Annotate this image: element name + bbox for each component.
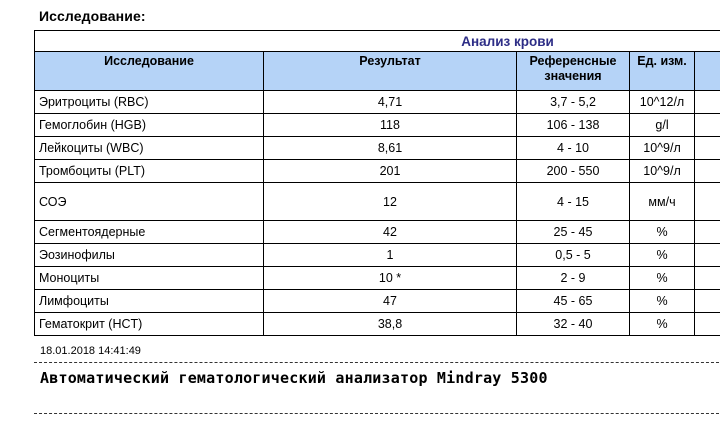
cell-reference: 0,5 - 5 (517, 244, 630, 267)
cell-extra (695, 114, 720, 137)
column-header-extra (695, 52, 720, 91)
timestamp: 18.01.2018 14:41:49 (40, 345, 141, 357)
table-row (35, 221, 720, 244)
column-header-name: Исследование (35, 52, 264, 91)
cell-name: Моноциты (35, 267, 264, 290)
table-row (35, 244, 720, 267)
cell-unit: % (630, 244, 695, 267)
cell-name: Лейкоциты (WBC) (35, 137, 264, 160)
cell-result: 8,61 (264, 137, 517, 160)
cell-name: Сегментоядерные (35, 221, 264, 244)
cell-reference: 25 - 45 (517, 221, 630, 244)
cell-extra (695, 91, 720, 114)
table-header-row (35, 52, 720, 91)
table-row (35, 267, 720, 290)
cell-result: 1 (264, 244, 517, 267)
cell-name: Гематокрит (HCT) (35, 313, 264, 336)
blood-test-table (34, 30, 720, 336)
table-title: Анализ крови (35, 31, 720, 52)
table-row (35, 290, 720, 313)
cell-extra (695, 267, 720, 290)
cell-result: 118 (264, 114, 517, 137)
table-body (35, 91, 720, 336)
cell-unit: 10^9/л (630, 160, 695, 183)
dotted-separator (34, 362, 720, 363)
cell-name: Эозинофилы (35, 244, 264, 267)
table-row (35, 183, 720, 221)
table-row (35, 114, 720, 137)
cell-unit: % (630, 267, 695, 290)
table-title-row (35, 31, 720, 52)
cell-unit: % (630, 221, 695, 244)
table-row (35, 313, 720, 336)
cell-result: 10 * (264, 267, 517, 290)
cell-reference: 32 - 40 (517, 313, 630, 336)
cell-extra (695, 160, 720, 183)
cell-result: 42 (264, 221, 517, 244)
column-header-unit: Ед. изм. (630, 52, 695, 91)
cell-result: 4,71 (264, 91, 517, 114)
cell-name: Лимфоциты (35, 290, 264, 313)
cell-reference: 106 - 138 (517, 114, 630, 137)
cell-result: 201 (264, 160, 517, 183)
cell-result: 47 (264, 290, 517, 313)
cell-reference: 2 - 9 (517, 267, 630, 290)
cell-unit: % (630, 313, 695, 336)
analyzer-caption: Автоматический гематологический анализатор Mindray 5300 (40, 369, 548, 387)
cell-extra (695, 313, 720, 336)
cell-name: Гемоглобин (HGB) (35, 114, 264, 137)
cell-extra (695, 221, 720, 244)
cell-extra (695, 290, 720, 313)
cell-unit: % (630, 290, 695, 313)
cell-reference: 200 - 550 (517, 160, 630, 183)
section-heading: Исследование: (39, 8, 146, 24)
table-row (35, 160, 720, 183)
cell-reference: 4 - 15 (517, 183, 630, 221)
cell-name: СОЭ (35, 183, 264, 221)
cell-name: Эритроциты (RBC) (35, 91, 264, 114)
column-header-result: Результат (264, 52, 517, 91)
cell-extra (695, 183, 720, 221)
cell-reference: 4 - 10 (517, 137, 630, 160)
cell-unit: 10^12/л (630, 91, 695, 114)
cell-result: 38,8 (264, 313, 517, 336)
cell-result: 12 (264, 183, 517, 221)
table-row (35, 91, 720, 114)
cell-reference: 45 - 65 (517, 290, 630, 313)
cell-name: Тромбоциты (PLT) (35, 160, 264, 183)
cell-reference: 3,7 - 5,2 (517, 91, 630, 114)
cell-unit: g/l (630, 114, 695, 137)
cell-extra (695, 244, 720, 267)
cell-extra (695, 137, 720, 160)
cell-unit: мм/ч (630, 183, 695, 221)
cell-unit: 10^9/л (630, 137, 695, 160)
column-header-reference: Референсные значения (517, 52, 630, 91)
table-row (35, 137, 720, 160)
dotted-separator (34, 413, 720, 414)
